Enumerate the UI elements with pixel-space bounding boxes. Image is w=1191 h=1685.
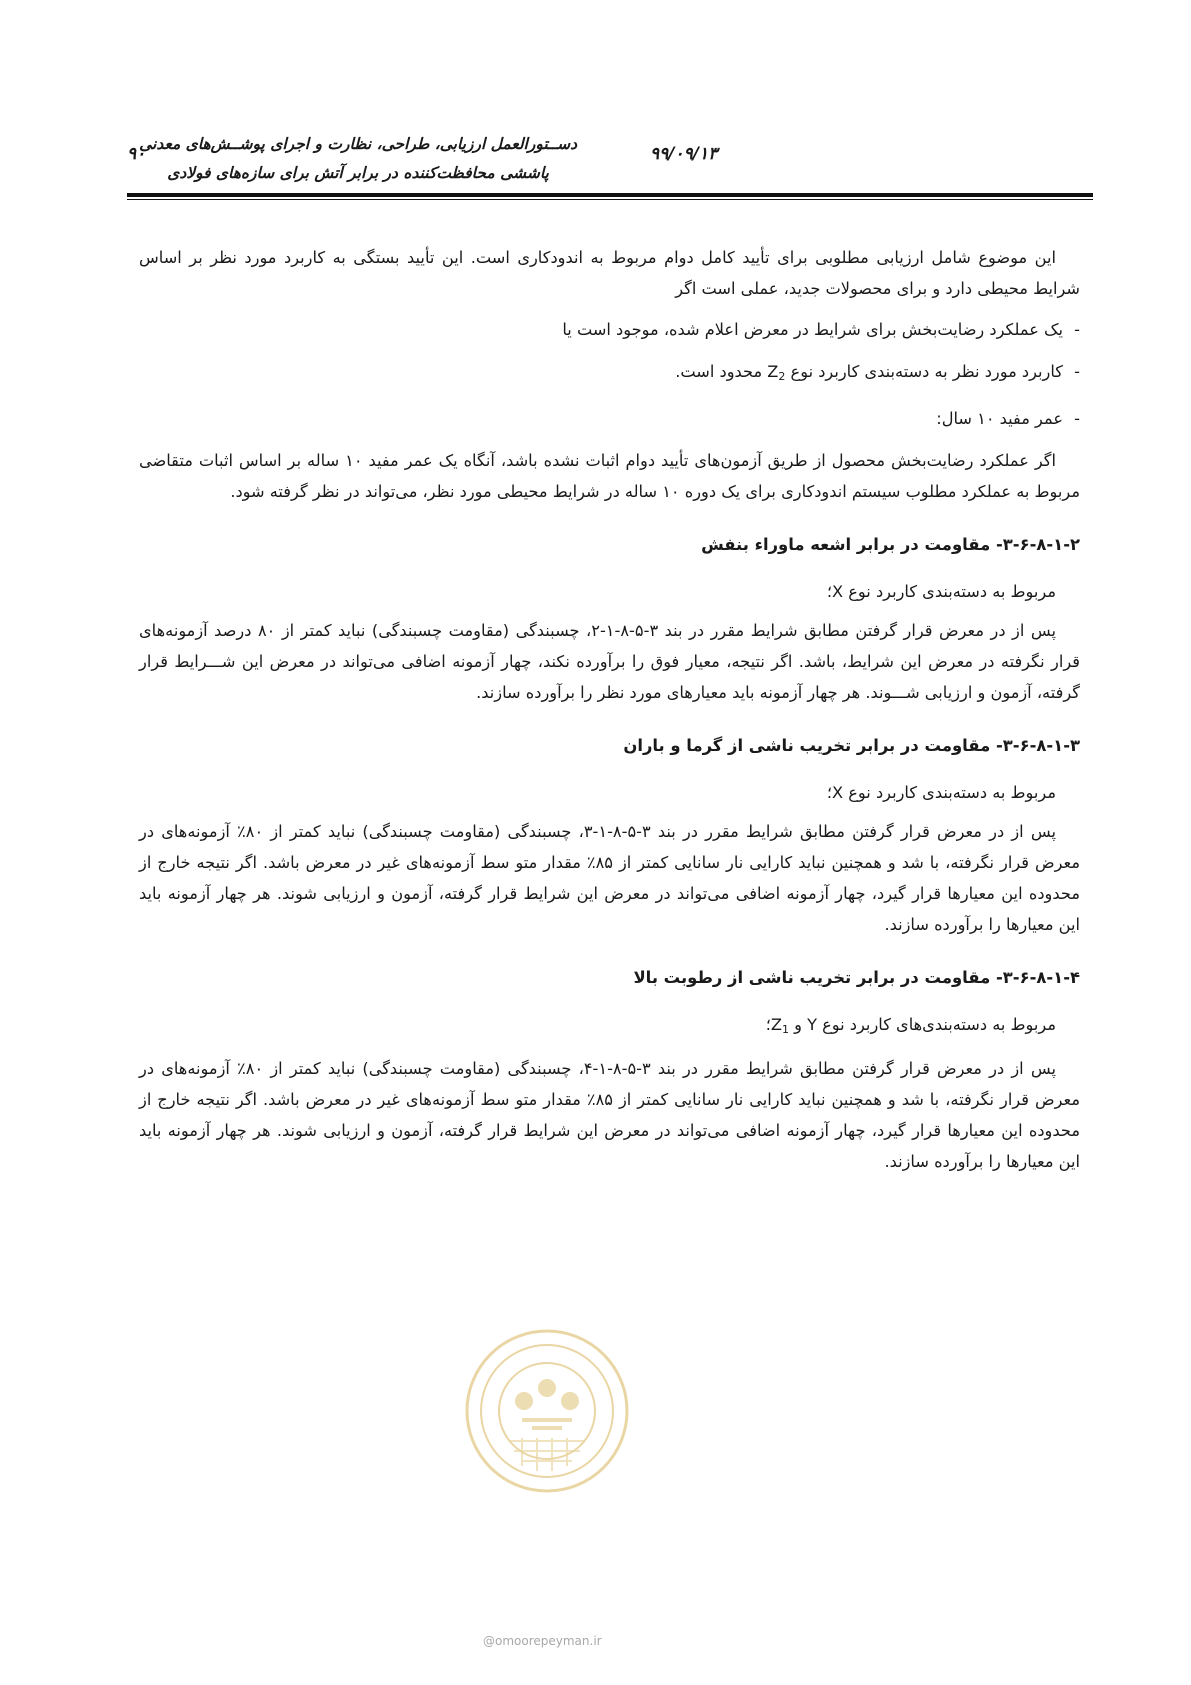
section-heading: ۳-۶-۸-۱-۲- مقاومت در برابر اشعه ماوراء بنفش [701, 535, 1080, 554]
bullet-dash: - [1074, 362, 1080, 381]
section-relates [139, 777, 1080, 808]
header-date: ۹۹/۰۹/۱۳ [650, 144, 718, 164]
section-relates [139, 576, 1080, 607]
section-body: پس از در معرض قرار گرفتن مطابق شرایط مقرر در بند ۳-۵-۸-۱-۴، چسبندگی (مقاومت چسبندگی) نباید کمتر از ۸۰٪ آزمونه‌های در معرض قرار نگرفته، با شد و همچنین نباید کارایی نار سانایی کمتر از ۸۵٪ مقدار متو سط آزمونه‌های غیر در معرض باشد. اگر نتیجه خارج از محدوده این معیارها قرار گیرد، چهار آزمونه اضافی می‌تواند در معرض این شرایط قرار گرفته، آزمون و ارزیابی شوند. هر چهار آزمونه باید این معیارها را برآورده سازند. [139, 1059, 1080, 1171]
header-title-line2: پاششی محافظت‌کننده در برابر آتش برای سازه‌های فولادی [167, 164, 549, 182]
intro-paragraph: این موضوع شامل ارزیابی مطلوبی برای تأیید کامل دوام مربوط به اندودکاری است. این تأیید بستگی به کاربرد مورد نظر بر اساس شرایط محیطی دارد و برای محصولات جدید، عملی است اگر [139, 248, 1080, 298]
section-heading: ۳-۶-۸-۱-۴- مقاومت در برابر تخریب ناشی از رطوبت بالا [633, 968, 1080, 987]
usage-type-letter: X [832, 582, 844, 601]
relates-text: مربوط به دسته‌بندی کاربرد نوع [848, 582, 1056, 601]
usage-type-letter: Z [770, 1015, 782, 1034]
bullet-text: یک عملکرد رضایت‌بخش برای شرایط در معرض اعلام شده، موجود است یا [562, 320, 1063, 339]
usage-type-subscript: 2 [778, 370, 786, 383]
relates-text: مربوط به دسته‌بندی‌های کاربرد نوع [822, 1015, 1056, 1034]
usage-type-letter: X [832, 783, 844, 802]
section-body: پس از در معرض قرار گرفتن مطابق شرایط مقرر در بند ۳-۵-۸-۱-۳، چسبندگی (مقاومت چسبندگی) نباید کمتر از ۸۰٪ آزمونه‌های در معرض قرار نگرفته، با شد و همچنین نباید کارایی نار سانایی کمتر از ۸۵٪ مقدار متو سط آزمونه‌های غیر در معرض باشد. اگر نتیجه خارج از محدوده این معیارها قرار گیرد، چهار آزمونه اضافی می‌تواند در معرض این شرایط قرار گرفته، آزمون و ارزیابی شوند. هر چهار آزمونه باید این معیارها را برآورده سازند. [139, 822, 1080, 934]
usage-type-z1 [771, 1015, 789, 1034]
header-rule-thick [127, 193, 1093, 197]
bullet-item [139, 403, 1080, 434]
usage-type-letter: Y [807, 1015, 817, 1034]
relates-text: مربوط به دسته‌بندی کاربرد نوع [848, 783, 1056, 802]
section-body: پس از در معرض قرار گرفتن مطابق شرایط مقرر در بند ۳-۵-۸-۱-۲، چسبندگی (مقاومت چسبندگی) نباید کمتر از ۸۰ درصد آزمونه‌های قرار نگرفته در معرض این شرایط، باشد. اگر نتیجه، معیار فوق را برآورده نکند، چهار آزمونه اضافی می‌تواند در معرض این شـــرایط قرار گرفته، آزمون و ارزیابی شـــوند. هر چهار آزمونه باید معیارهای مورد نظر را برآورده سازند. [139, 621, 1080, 702]
bullet-text: محدود است. [675, 362, 763, 381]
bullet-text: کاربرد مورد نظر به دسته‌بندی کاربرد نوع [790, 362, 1063, 381]
intro-bullet-list [139, 314, 1080, 434]
usage-type-subscript: 1 [781, 1023, 789, 1036]
header-title-line1: دســتورالعمل ارزیابی، طراحی، نظارت و اجرای پوشــش‌های معدنی [139, 135, 577, 153]
relates-punct: ؛ [826, 582, 833, 601]
relates-punct: ؛ [826, 783, 833, 802]
section-heading: ۳-۶-۸-۱-۳- مقاومت در برابر تخریب ناشی از گرما و باران [623, 736, 1080, 755]
relates-punct: ؛ [765, 1015, 771, 1034]
intro-closing-paragraph: اگر عملکرد رضایت‌بخش محصول از طریق آزمون‌های تأیید دوام اثبات نشده باشد، آنگاه یک عمر مفید ۱۰ ساله بر اساس اثبات متقاضی مربوط به عملکرد مطلوب سیستم اندودکاری برای یک دوره ۱۰ ساله در شرایط محیطی مورد نظر، می‌تواند در نظر گرفته شود. [139, 451, 1080, 501]
bullet-text: عمر مفید ۱۰ سال: [936, 409, 1063, 428]
usage-type-z2 [767, 362, 785, 381]
usage-type-letter: Z [767, 362, 779, 381]
seal-stamp-icon [462, 1326, 632, 1496]
page-number: ۹۰ [127, 144, 146, 164]
page-header [127, 128, 1093, 190]
bullet-item [139, 314, 1080, 345]
header-rule-thin [127, 199, 1093, 200]
header-title [139, 130, 577, 188]
document-body [139, 242, 1080, 1177]
bullet-dash: - [1074, 409, 1080, 428]
watermark-text: @omoorepeyman.ir [483, 1634, 602, 1648]
section-relates [139, 1009, 1080, 1045]
bullet-dash: - [1074, 320, 1080, 339]
bullet-item [139, 356, 1080, 392]
relates-conjunction: و [794, 1015, 802, 1034]
